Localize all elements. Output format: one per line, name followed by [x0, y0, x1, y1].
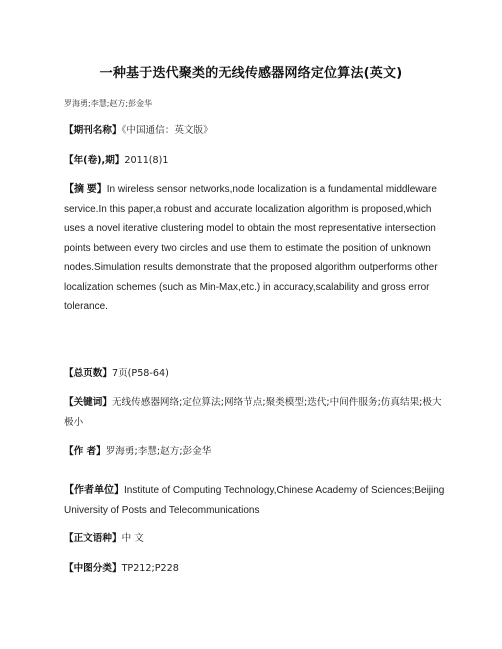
- document-title: 一种基于迭代聚类的无线传感器网络定位算法(英文): [99, 66, 403, 81]
- year-field: [64, 151, 444, 171]
- journal-value: 《中国通信：英文版》: [121, 125, 213, 136]
- affiliation-value: Institute of Computing Technology,Chinese Academy of Sciences;Beijing University of Posts and Telecommunications: [64, 485, 445, 516]
- classification-label: 【中图分类】: [64, 563, 122, 574]
- pages-label: 【总页数】: [64, 368, 112, 379]
- language-value: 中 文: [121, 533, 144, 544]
- abstract-field: [64, 180, 448, 317]
- author-field: [64, 442, 444, 462]
- journal-field: [64, 121, 444, 141]
- keywords-field: [64, 393, 446, 432]
- year-label: 【年(卷),期】: [64, 155, 125, 166]
- year-value: 2011(8)1: [124, 155, 169, 166]
- language-label: 【正文语种】: [64, 533, 122, 544]
- classification-value: TP212;P228: [121, 563, 179, 574]
- affiliation-field: [64, 481, 446, 520]
- pages-field: [64, 364, 444, 384]
- author-value: 罗海勇;李慧;赵方;彭金华: [105, 446, 212, 457]
- classification-field: [64, 559, 444, 579]
- keywords-value: 无线传感器网络;定位算法;网络节点;聚类模型;迭代;中间件服务;仿真结果;极大极小: [64, 397, 442, 428]
- abstract-label: 【摘 要】: [64, 184, 107, 195]
- pages-value: 7页(P58-64): [111, 368, 169, 379]
- author-label: 【作 者】: [64, 446, 106, 457]
- language-field: [64, 529, 444, 549]
- affiliation-label: 【作者单位】: [64, 485, 124, 496]
- journal-label: 【期刊名称】: [64, 125, 122, 136]
- abstract-value: In wireless sensor networks,node localization is a fundamental middleware service.In this paper,a robust and accurate localization algorithm is proposed,which uses a novel iterative clustering model to obtain the most representative intersection points between every two circles and use them to estimate the position of unknown nodes.Simulation results demonstrate that the proposed algorithm outperforms other localization schemes (such as Min-Max,etc.) in accuracy,scalability and gross error tolerance.: [64, 184, 438, 312]
- author-line: 罗海勇;李慧;赵方;彭金华: [64, 99, 153, 108]
- keywords-label: 【关键词】: [64, 397, 112, 408]
